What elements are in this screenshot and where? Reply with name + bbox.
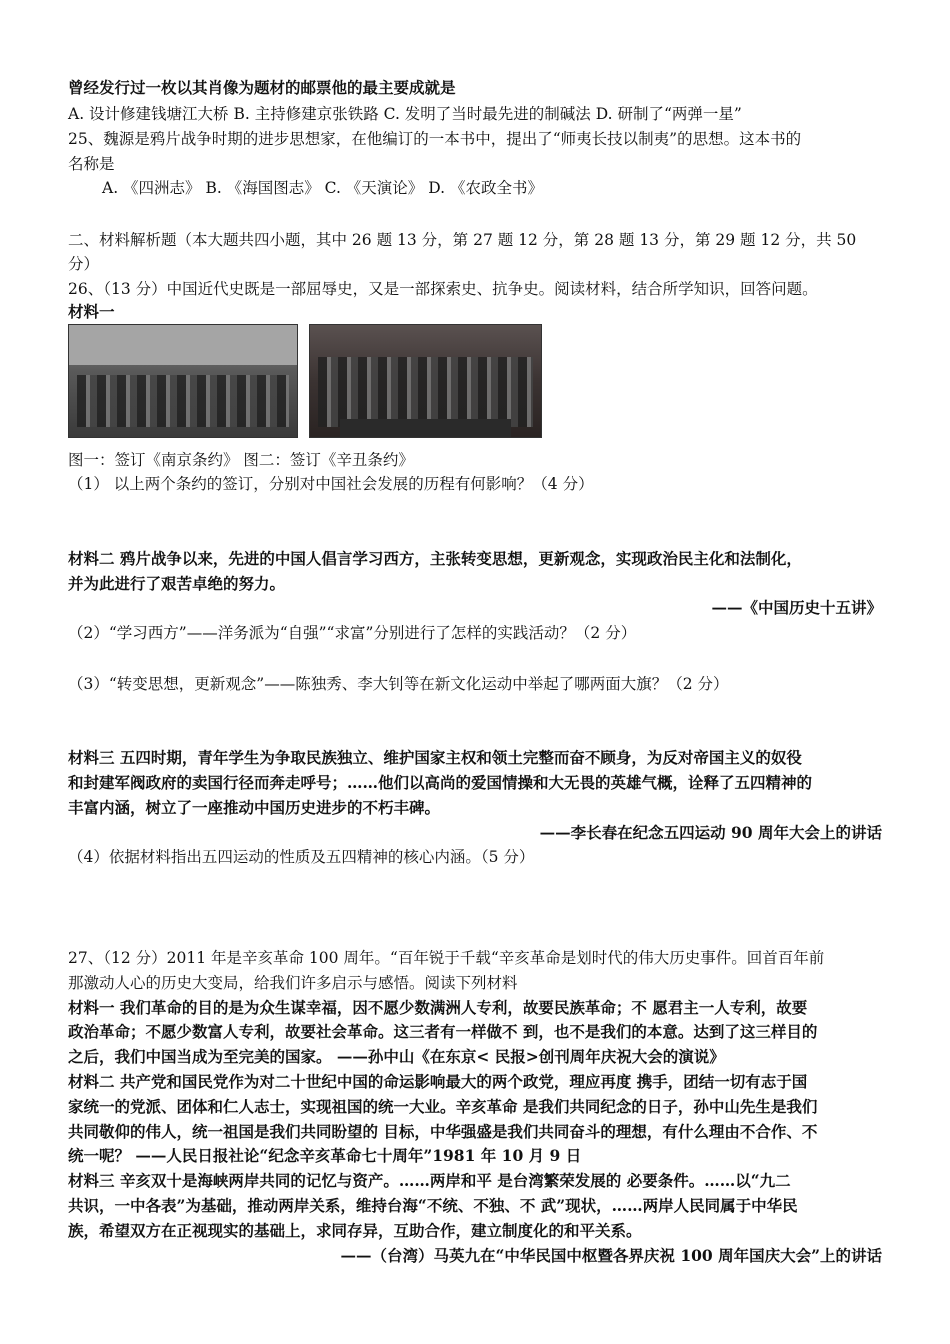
material3-source: ——李长春在纪念五四运动 90 周年大会上的讲话: [539, 823, 882, 842]
q26-sub1: （1） 以上两个条约的签订，分别对中国社会发展的历程有何影响？（4 分）: [68, 475, 594, 493]
q27-m1-line1: 材料一 我们革命的目的是为众生谋幸福，因不愿少数满洲人专利，故要民族革命；不 愿君主一人专利，故要: [68, 998, 808, 1017]
q27-m2-line1: 材料二 共产党和国民党作为对二十世纪中国的命运影响最大的两个政党，理应再度 携手，团结一切有志于国: [68, 1072, 808, 1091]
photo-nanjing-treaty: [68, 324, 298, 438]
q27-m3-line2: 共识，一中各表”为基础，推动两岸关系，维持台海“不统、不独、不 武”现状，……两岸人民同属于中华民: [68, 1196, 798, 1215]
material3-line1: 材料三 五四时期，青年学生为争取民族独立、维护国家主权和领土完整而奋不顾身，为反对帝国主义的奴役: [68, 748, 802, 767]
q27-m3-source: ——（台湾）马英九在“中华民国中枢暨各界庆祝 100 周年国庆大会”上的讲话: [340, 1246, 882, 1265]
material3-line3: 丰富内涵，树立了一座推动中国历史进步的不朽丰碑。: [68, 798, 441, 817]
section-heading-2: 分）: [68, 255, 100, 273]
q27-m2-line3: 共同敬仰的伟人，统一祖国是我们共同盼望的 目标，中华强盛是我们共同奋斗的理想，有什么理由不合作、不: [68, 1122, 818, 1141]
material3-line2: 和封建军阀政府的卖国行径而奔走呼号；……他们以高尚的爱国情操和大无畏的英雄气概，诠释了五四精神的: [68, 773, 813, 792]
q25-stem-2: 名称是: [68, 155, 115, 173]
material2-line1: 材料二 鸦片战争以来，先进的中国人倡言学习西方，主张转变思想，更新观念，实现政治民主化和法制化，: [68, 549, 802, 568]
q26-sub2: （2）“学习西方”——洋务派为“自强”“求富”分别进行了怎样的实践活动？（2 分）: [68, 624, 637, 642]
q27-m1-line2: 政治革命；不愿少数富人专利，故要社会革命。这三者有一样做不 到，也不是我们的本意。达到了这三样目的: [68, 1022, 818, 1041]
q27-m2-line2: 家统一的党派、团体和仁人志士，实现祖国的统一大业。辛亥革命 是我们共同纪念的日子，孙中山先生是我们: [68, 1097, 818, 1116]
q27-intro-1: 27、（12 分）2011 年是辛亥革命 100 周年。“百年锐于千载“辛亥革命是划时代的伟大历史事件。回首百年前: [68, 949, 825, 967]
q27-m3-line3: 族，希望双方在正视现实的基础上，求同存异，互助合作，建立制度化的和平关系。: [68, 1221, 642, 1240]
q26-sub4: （4）依据材料指出五四运动的性质及五四精神的核心内涵。（5 分）: [68, 848, 535, 866]
photo-xinchou-treaty: [309, 324, 542, 438]
material2-line2: 并为此进行了艰苦卓绝的努力。: [68, 574, 286, 593]
q27-m2-line4: 统一呢？ ——人民日报社论“纪念辛亥革命七十周年”1981 年 10 月 9 日: [68, 1146, 582, 1165]
q24-stem: 曾经发行过一枚以其肖像为题材的邮票他的最主要成就是: [68, 78, 456, 97]
q27-intro-2: 那激动人心的历史大变局，给我们许多启示与感悟。阅读下列材料: [68, 974, 518, 992]
photo-caption: 图一：签订《南京条约》 图二：签订《辛丑条约》: [68, 451, 414, 469]
q27-m3-line1: 材料三 辛亥双十是海峡两岸共同的记忆与资产。……两岸和平 是台湾繁荣发展的 必要条件。……以“九二: [68, 1171, 791, 1190]
q26-intro: 26、（13 分）中国近代史既是一部屈辱史，又是一部探索史、抗争史。阅读材料，结合所学知识，回答问题。: [68, 280, 818, 298]
section-heading-1: 二、材料解析题（本大题共四小题，其中 26 题 13 分，第 27 题 12 分，第 28 题 13 分，第 29 题 12 分，共 50: [68, 231, 857, 249]
q24-options: A. 设计修建钱塘江大桥 B. 主持修建京张铁路 C. 发明了当时最先进的制碱法 D. 研制了“两弹一星”: [68, 105, 742, 123]
q26-sub3: （3）“转变思想，更新观念”——陈独秀、李大钊等在新文化运动中举起了哪两面大旗？（2 分）: [68, 675, 729, 693]
material1-title: 材料一: [68, 302, 115, 321]
q27-m1-line3: 之后，我们中国当成为至完美的国家。 ——孙中山《在东京< 民报>创刊周年庆祝大会的演说》: [68, 1047, 725, 1066]
q25-options: A. 《四洲志》 B. 《海国图志》 C. 《天演论》 D. 《农政全书》: [102, 179, 543, 197]
q25-stem-1: 25、魏源是鸦片战争时期的进步思想家，在他编订的一本书中，提出了“师夷长技以制夷”的思想。这本书的: [68, 130, 802, 148]
material2-source: ——《中国历史十五讲》: [711, 598, 882, 617]
